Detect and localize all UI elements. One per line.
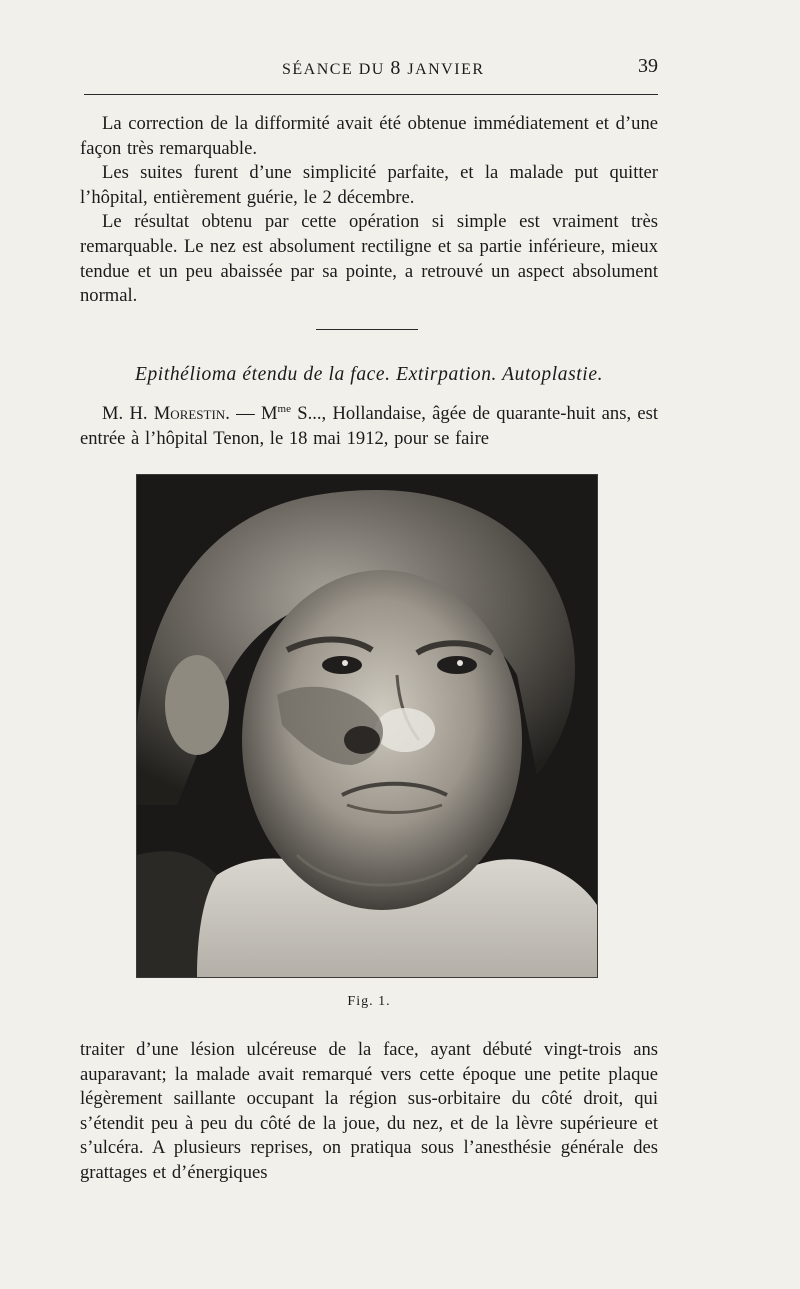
- em-dash: —: [229, 403, 261, 424]
- header-title-month: JANVIER: [407, 61, 485, 78]
- header-title: [282, 57, 485, 80]
- figure-caption: Fig. 1.: [347, 994, 391, 1009]
- intro-text: S..., Hollandaise, âgée de quarante-huit ans, est entrée à l’hôpital Tenon, le 18 mai 1912, pour se faire: [80, 403, 659, 449]
- patient-photograph: [136, 474, 598, 978]
- paragraph: Les suites furent d’une simplicité parfaite, et la malade put quitter l’hôpital, entièrement guérie, le 2 décembre.: [80, 162, 658, 208]
- paragraph: Le résultat obtenu par cette opération si simple est vraiment très remarquable. Le nez est absolument rectiligne et sa partie inférieure, mieux tendue et un peu abaissée par sa pointe, a retrouvé un aspect absolument normal.: [80, 211, 658, 307]
- patient-title: M: [260, 403, 278, 424]
- section-separator: [316, 329, 418, 330]
- portrait-image: [137, 475, 597, 977]
- paragraph: traiter d’une lésion ulcéreuse de la face, ayant débuté vingt-trois ans auparavant; la malade avait remarqué vers cette époque une petite plaque légèrement saillante occupant la région sus-orbitaire du côté droit, qui s’étendit peu à peu du côté de la joue, du nez, et de la lèvre supérieure et s’ulcéra. A plusieurs reprises, on pratiqua sous l’anesthésie générale des grattages et d’énergiques: [80, 1039, 658, 1183]
- author-name: M. H. Morestin.: [102, 403, 230, 424]
- paragraph: La correction de la difformité avait été obtenue immédiatement et d’une façon très remarquable.: [80, 113, 658, 159]
- header-rule: [84, 94, 658, 95]
- bottom-text-block: [80, 1038, 658, 1186]
- header-title-prefix: SÉANCE DU: [282, 61, 385, 78]
- page-number: 39: [638, 55, 658, 77]
- intro-text-block: [80, 402, 658, 451]
- intro-paragraph: [80, 402, 658, 451]
- section-title: Epithélioma étendu de la face. Extirpation. Autoplastie.: [134, 364, 604, 385]
- header-title-day: 8: [390, 57, 402, 79]
- running-header: [82, 55, 660, 81]
- patient-title-sup: me: [277, 402, 291, 415]
- top-text-block: [80, 112, 658, 309]
